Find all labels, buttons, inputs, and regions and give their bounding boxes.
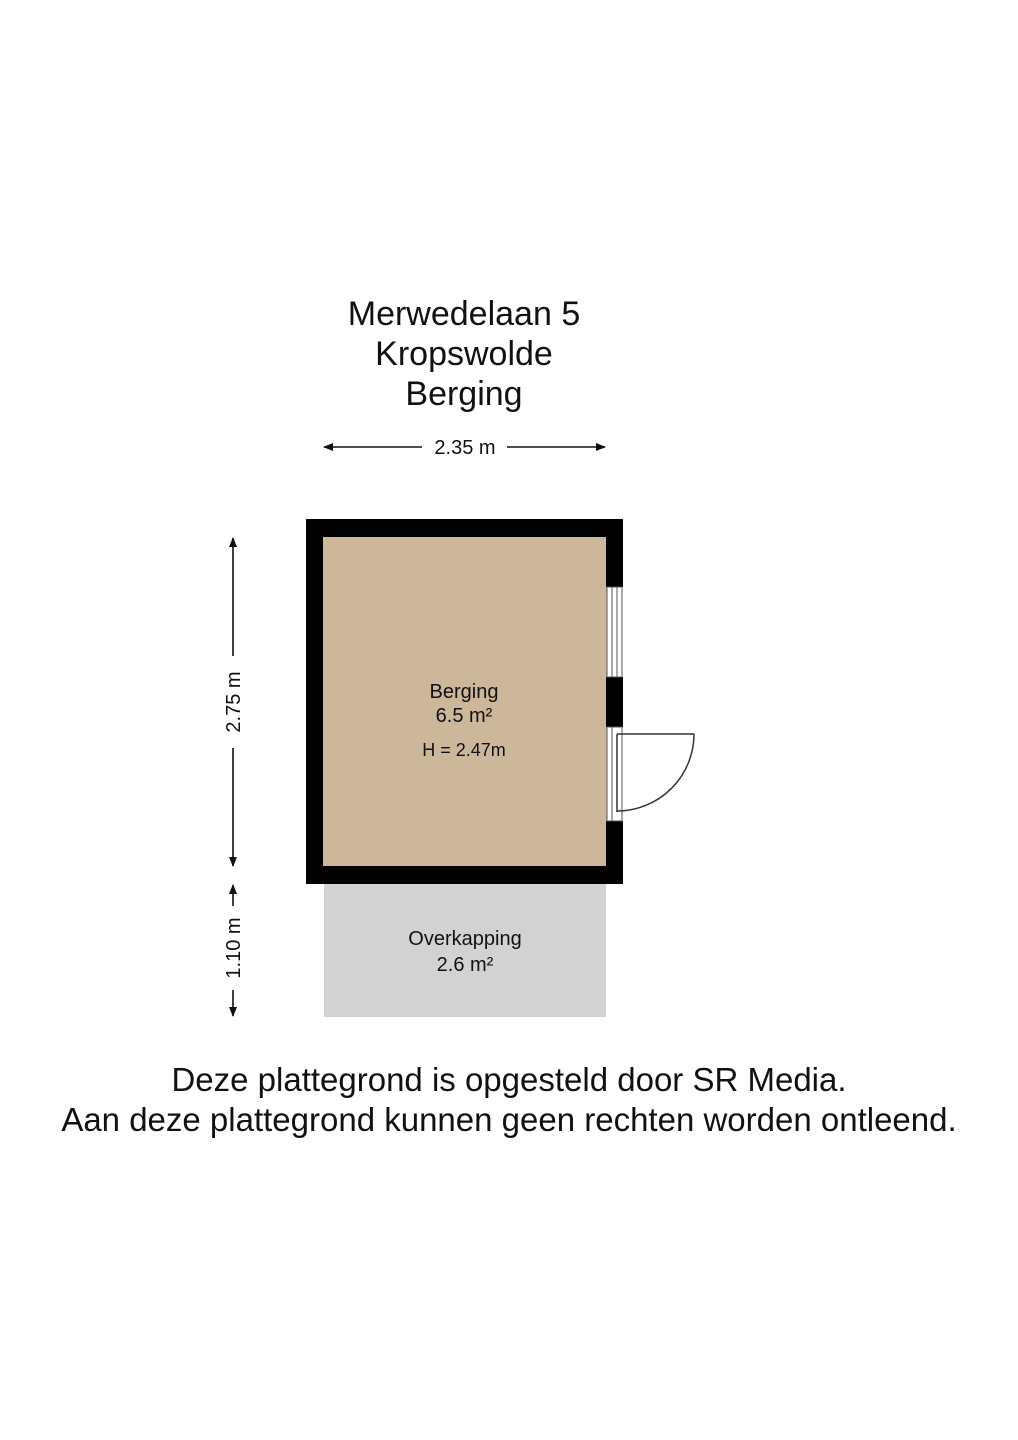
disclaimer-line-1: Deze plattegrond is opgesteld door SR Media. xyxy=(171,1061,847,1098)
canopy-depth-dimension xyxy=(223,885,245,1016)
room-height-berging: H = 2.47m xyxy=(422,740,506,760)
title-city: Kropswolde xyxy=(375,335,553,373)
width-dimension-label: 2.35 m xyxy=(434,437,496,459)
room-name-berging: Berging xyxy=(429,681,499,703)
title-building: Berging xyxy=(405,375,523,413)
window xyxy=(607,587,622,677)
disclaimer-line-2: Aan deze plattegrond kunnen geen rechten worden ontleend. xyxy=(61,1101,957,1138)
room-area-overkapping: 2.6 m² xyxy=(436,954,494,976)
title-address: Merwedelaan 5 xyxy=(347,295,581,333)
width-dimension xyxy=(324,437,605,459)
room-name-overkapping: Overkapping xyxy=(408,928,522,950)
room-depth-label: 2.75 m xyxy=(223,671,245,733)
canopy-depth-label: 1.10 m xyxy=(223,917,245,979)
canopy-area xyxy=(324,884,606,1017)
room-area-berging: 6.5 m² xyxy=(435,705,493,727)
door xyxy=(607,727,694,821)
room-depth-dimension xyxy=(223,538,245,866)
